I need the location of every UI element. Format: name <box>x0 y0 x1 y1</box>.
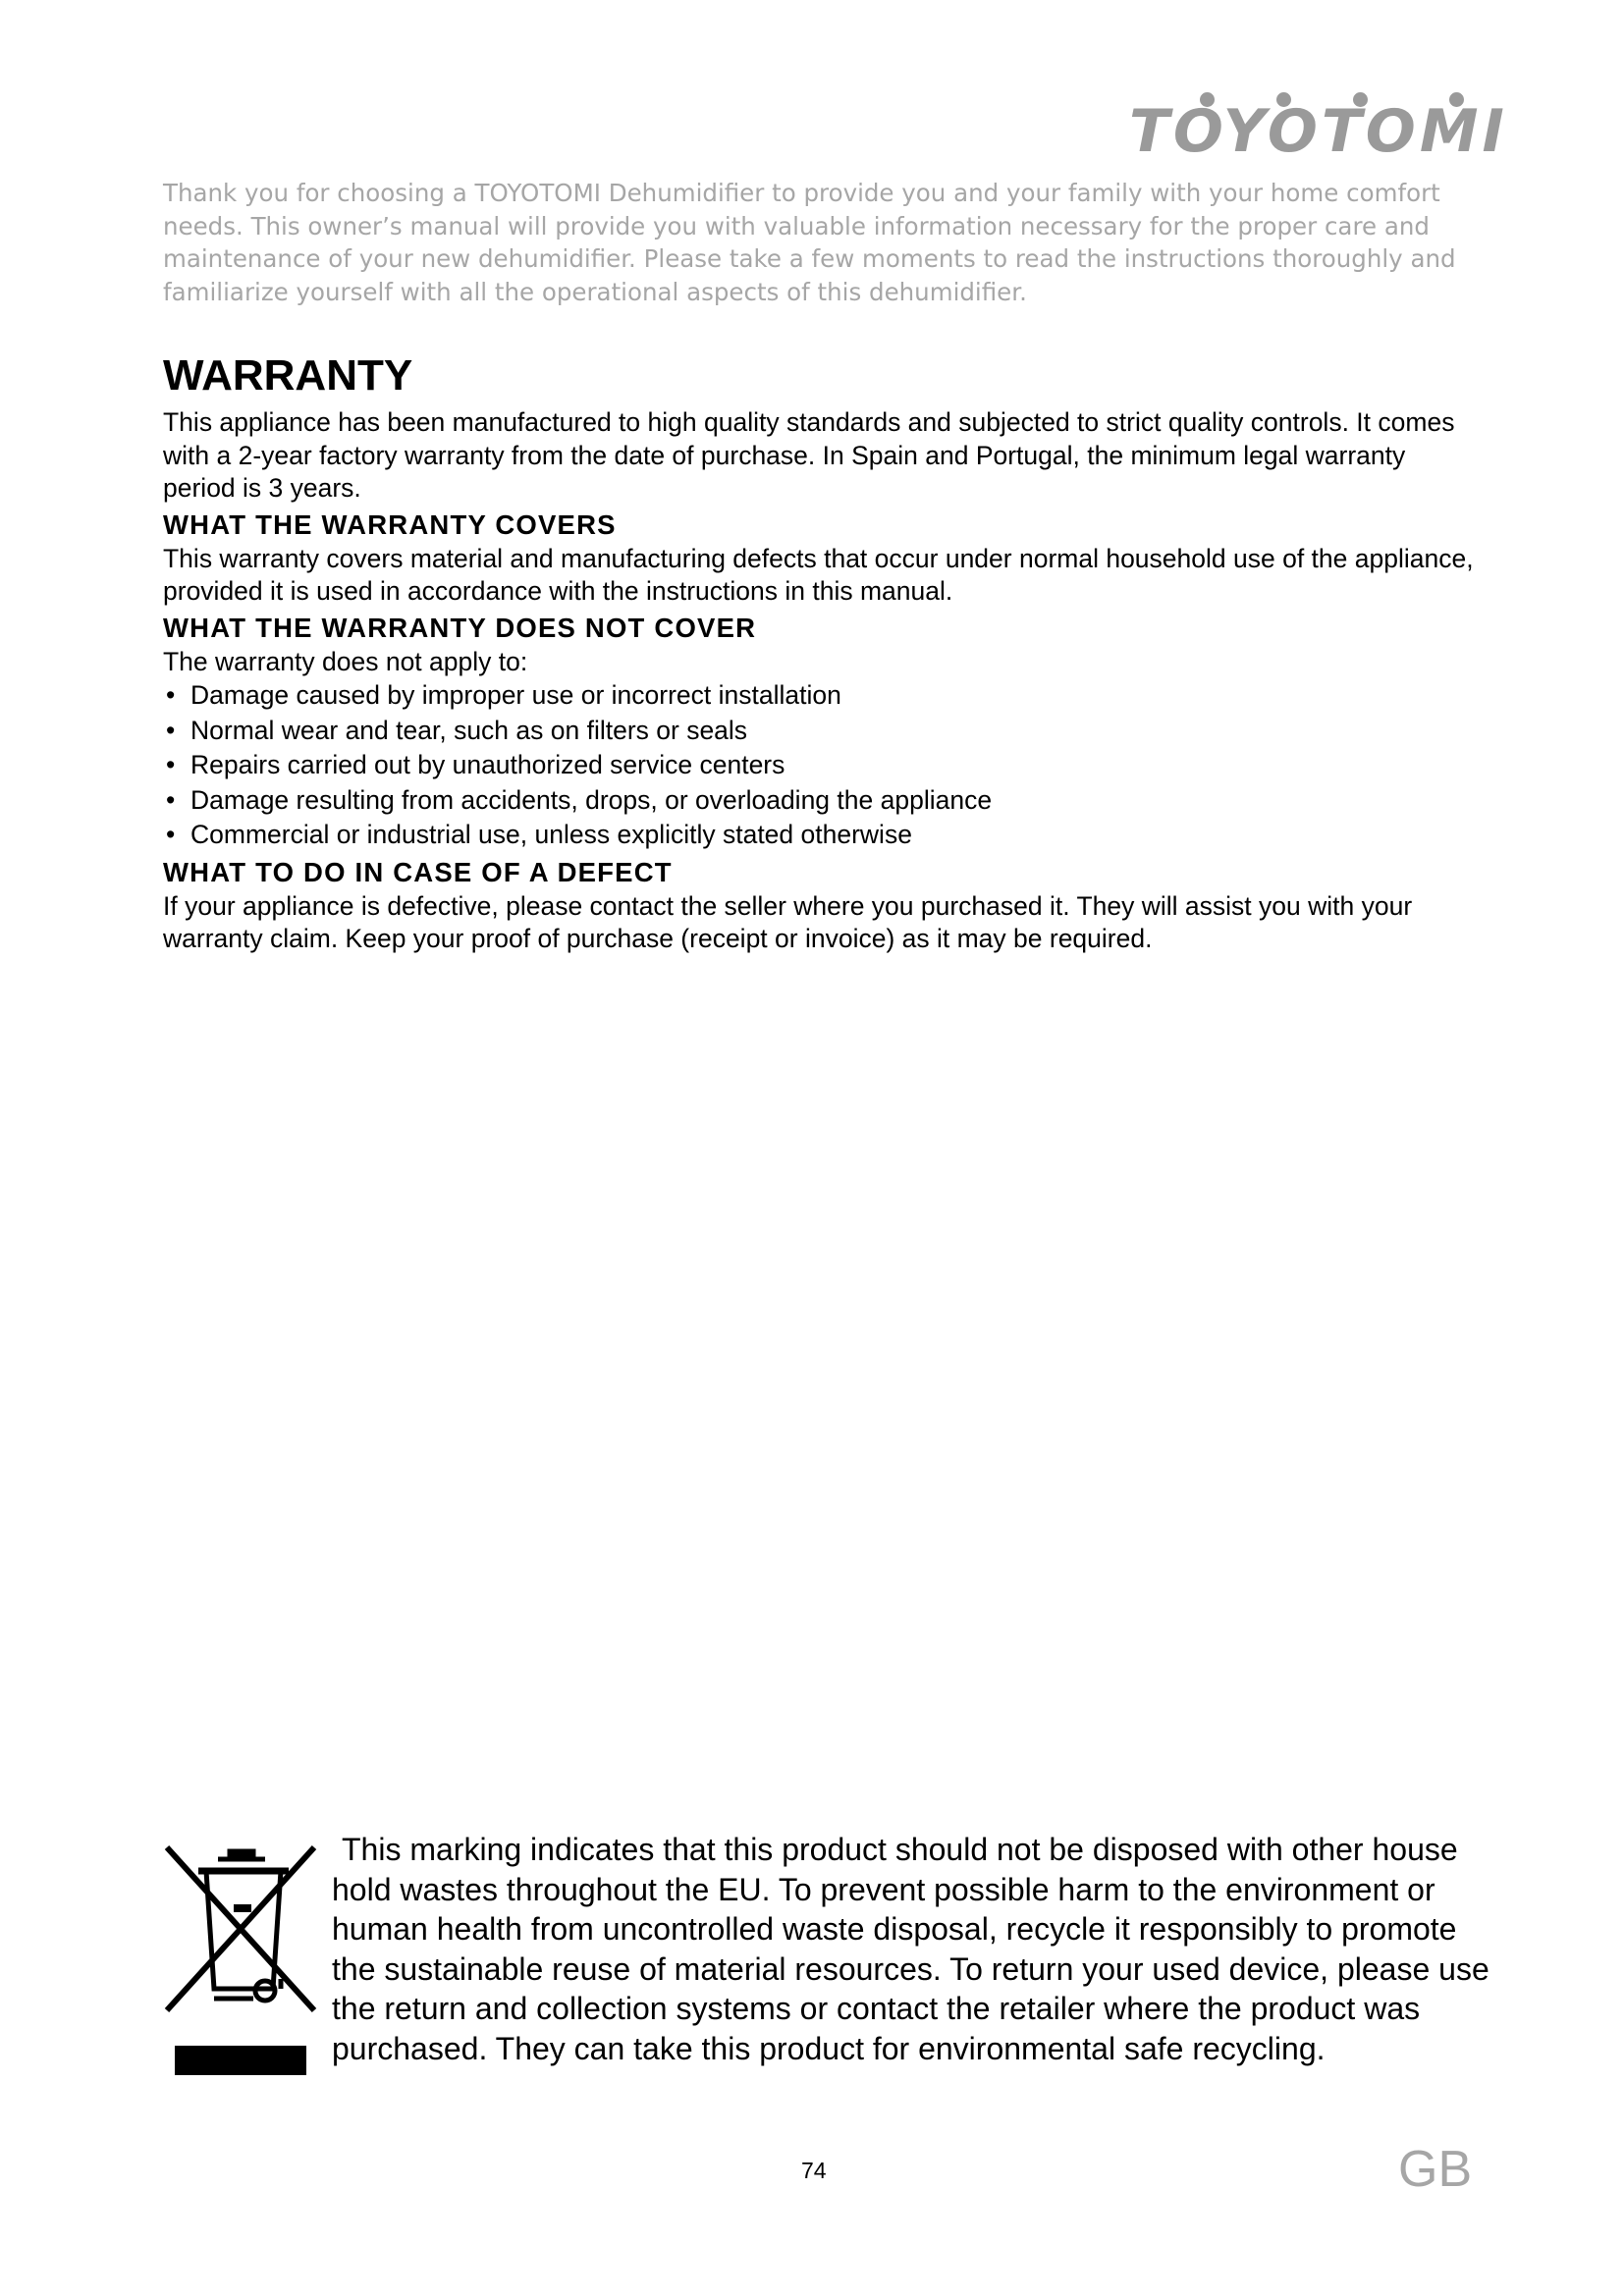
not-covers-heading: WHAT THE WARRANTY DOES NOT COVER <box>163 612 757 643</box>
list-item: • Commercial or industrial use, unless explicitly stated otherwise <box>163 818 1479 853</box>
covers-heading: WHAT THE WARRANTY COVERS <box>163 508 617 540</box>
defect-body: If your appliance is defective, please contact the seller where you purchased it. They will assist you with your warranty claim. Keep your proof of purchase (receipt or invoice) as it may be required. <box>163 890 1413 953</box>
page-number: 74 <box>801 2158 827 2183</box>
warranty-section <box>163 351 1479 956</box>
warranty-body: This appliance has been manufactured to high quality standards and subjected to strict quality controls. It comes with a 2-year factory warranty from the date of purchase. In Spain and Portugal, the minimum legal warranty period is 3 years. <box>163 407 1455 503</box>
brand-name: TOYOTOMI <box>1129 97 1508 166</box>
brand-logo <box>1129 80 1508 169</box>
covers-body: This warranty covers material and manufacturing defects that occur under normal household use of the appliance, provided it is used in accordance with the instructions in this manual. <box>163 543 1474 606</box>
list-item: • Normal wear and tear, such as on filters or seals <box>163 714 1479 749</box>
warranty-title: WARRANTY <box>163 351 413 400</box>
language-code: GB <box>1398 2141 1473 2198</box>
weee-notice: This marking indicates that this product should not be disposed with other house hold wastes throughout the EU. To prevent possible harm to the environment or human health from uncontrolled waste disposal, recycle it responsibly to promote the sustainable reuse of material resources. To return your used device, please use the return and collection systems or contact the retailer where the product was purchased. They can take this product for environmental safe recycling. <box>332 1832 1489 2066</box>
defect-heading: WHAT TO DO IN CASE OF A DEFECT <box>163 856 673 887</box>
crossed-out-wheelie-bin-icon <box>159 1842 324 2087</box>
list-item: • Damage resulting from accidents, drops, or overloading the appliance <box>163 783 1479 819</box>
list-item: • Repairs carried out by unauthorized service centers <box>163 748 1479 783</box>
intro-paragraph: Thank you for choosing a TOYOTOMI Dehumidifier to provide you and your family with your home comfort needs. This owner’s manual will provide you with valuable information necessary for the proper care and maintenance of your new dehumidifier. Please take a few moments to read the instructions thoroughly and familiarize yourself with all the operational aspects of this dehumidifier. <box>163 179 1456 306</box>
not-covers-list <box>163 678 1479 853</box>
not-covers-intro: The warranty does not apply to: <box>163 646 528 676</box>
list-item: • Damage caused by improper use or incorrect installation <box>163 678 1479 714</box>
